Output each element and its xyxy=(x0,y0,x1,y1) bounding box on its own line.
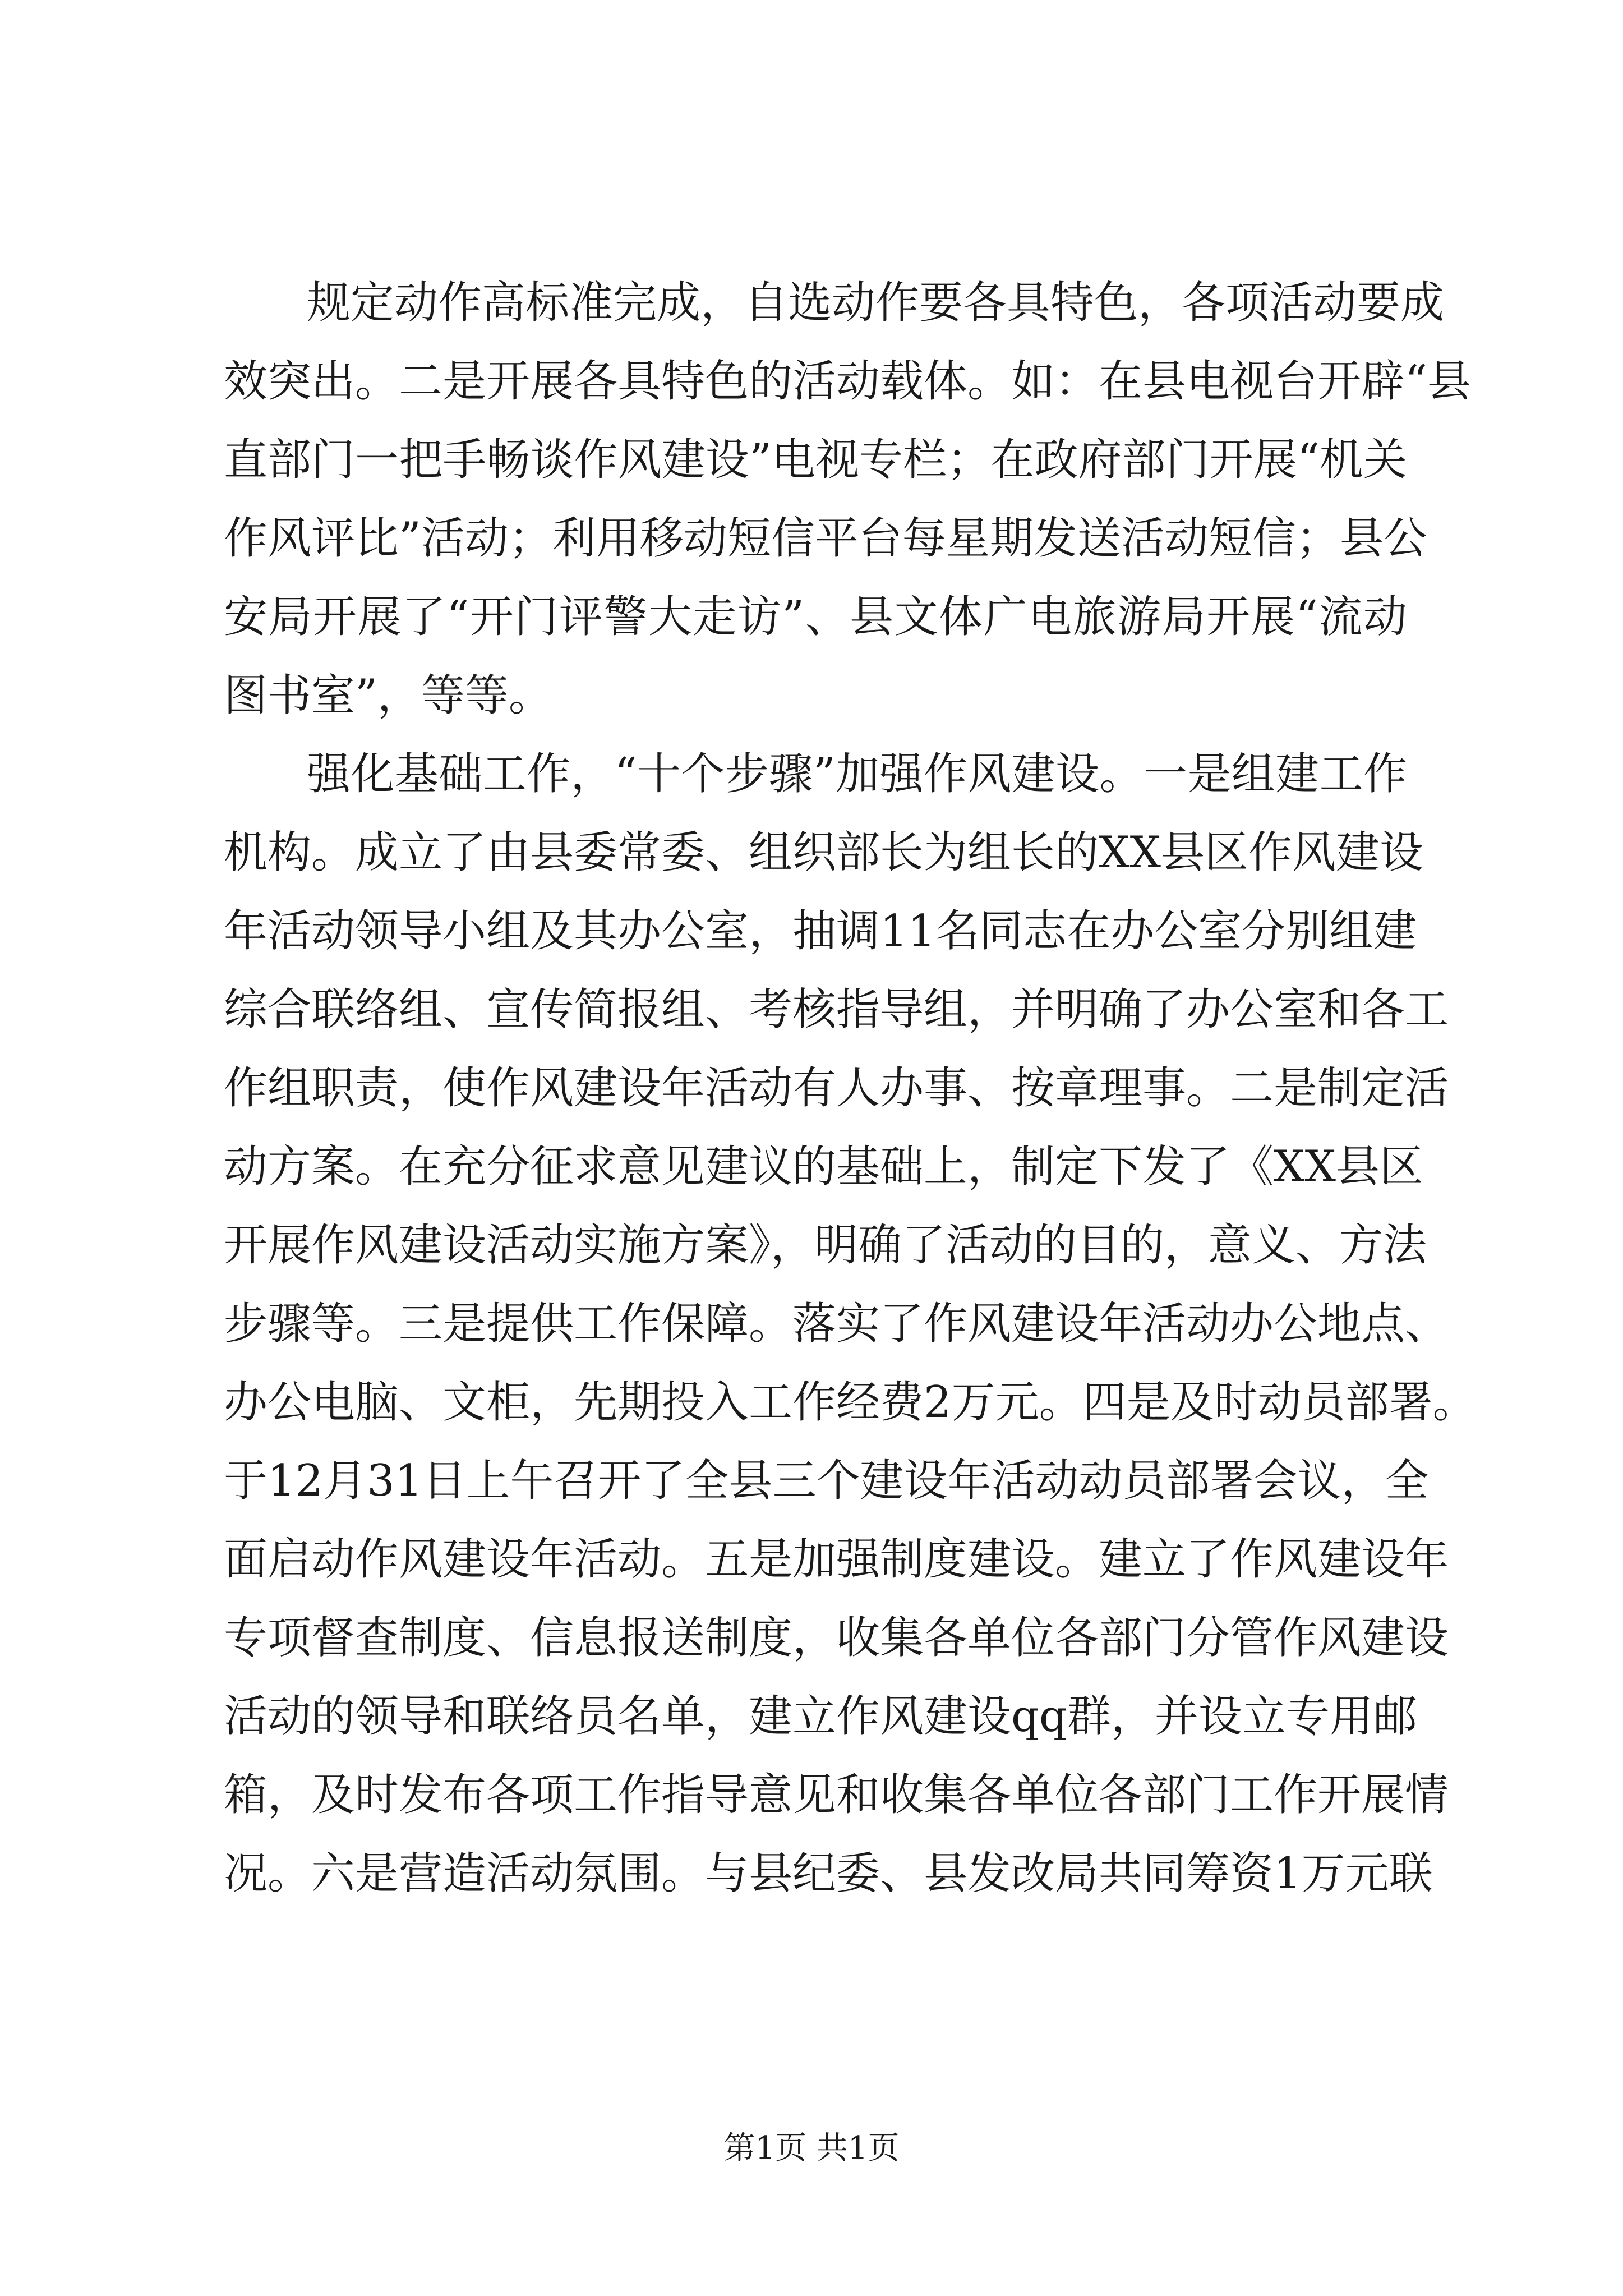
text-line: 活动的领导和联络员名单，建立作风建设qq群，并设立专用邮 xyxy=(224,1691,1417,1742)
text-line: 办公电脑、文柜，先期投入工作经费2万元。四是及时动员部署。 xyxy=(224,1377,1477,1428)
text-line: 年活动领导小组及其办公室，抽调11名同志在办公室分别组建 xyxy=(224,906,1417,956)
text-line: 效突出。二是开展各具特色的活动载体。如：在县电视台开辟“县 xyxy=(224,356,1471,407)
text-line: 专项督查制度、信息报送制度，收集各单位各部门分管作风建设 xyxy=(224,1613,1449,1663)
text-line: 于12月31日上午召开了全县三个建设年活动动员部署会议，全 xyxy=(224,1456,1429,1506)
text-line: 作组职责，使作风建设年活动有人办事、按章理事。二是制定活 xyxy=(224,1063,1449,1114)
text-line: 动方案。在充分征求意见建议的基础上，制定下发了《XX县区 xyxy=(224,1142,1424,1192)
text-line: 步骤等。三是提供工作保障。落实了作风建设年活动办公地点、 xyxy=(224,1299,1449,1349)
page-footer xyxy=(0,2126,1623,2171)
text-line: 规定动作高标准完成，自选动作要各具特色，各项活动要成 xyxy=(307,278,1445,328)
body-text xyxy=(224,264,1477,1913)
text-line: 机构。成立了由县委常委、组织部长为组长的XX县区作风建设 xyxy=(224,827,1424,878)
page-number-label: 第1页 共1页 xyxy=(723,2130,900,2166)
text-line: 图书室”，等等。 xyxy=(224,670,552,721)
text-line: 况。六是营造活动氛围。与县纪委、县发改局共同筹资1万元联 xyxy=(224,1848,1433,1899)
text-line: 安局开展了“开门评警大走访”、县文体广电旅游局开展“流动 xyxy=(224,592,1407,642)
text-line: 强化基础工作，“十个步骤”加强作风建设。一是组建工作 xyxy=(307,749,1407,799)
text-line: 直部门一把手畅谈作风建设”电视专栏；在政府部门开展“机关 xyxy=(224,435,1407,485)
text-line: 开展作风建设活动实施方案》，明确了活动的目的，意义、方法 xyxy=(224,1220,1427,1271)
text-line: 箱，及时发布各项工作指导意见和收集各单位各部门工作开展情 xyxy=(224,1770,1449,1820)
text-line: 综合联络组、宣传简报组、考核指导组，并明确了办公室和各工 xyxy=(224,984,1449,1035)
text-line: 作风评比”活动；利用移动短信平台每星期发送活动短信；县公 xyxy=(224,513,1427,564)
text-line: 面启动作风建设年活动。五是加强制度建设。建立了作风建设年 xyxy=(224,1534,1449,1585)
